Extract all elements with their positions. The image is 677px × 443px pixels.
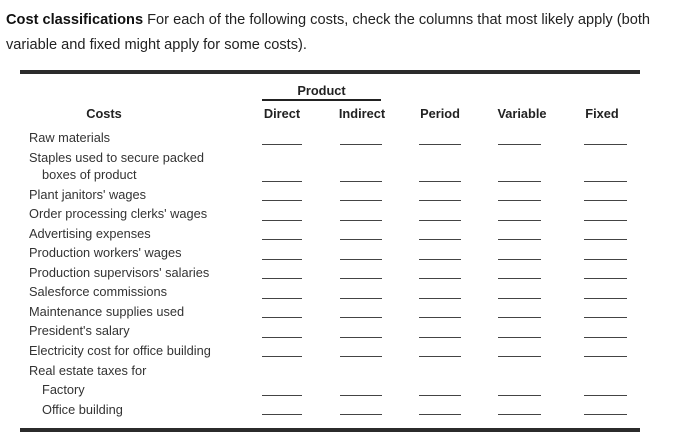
answer-blank-direct[interactable] [262, 317, 302, 318]
variable-column-header: Variable [497, 106, 547, 121]
row-production-supervisors: Production supervisors' salaries [29, 265, 210, 280]
answer-blank-indirect[interactable] [340, 259, 382, 260]
answer-blank-indirect[interactable] [340, 356, 382, 357]
direct-column-header: Direct [263, 106, 301, 121]
answer-blank-direct[interactable] [262, 356, 302, 357]
answer-blank-fixed[interactable] [584, 337, 627, 338]
answer-blank-indirect[interactable] [340, 298, 382, 299]
table-top-rule [20, 70, 640, 74]
answer-blank-indirect[interactable] [340, 200, 382, 201]
answer-blank-fixed[interactable] [584, 181, 627, 182]
answer-blank-fixed[interactable] [584, 317, 627, 318]
answer-blank-fixed[interactable] [584, 278, 627, 279]
answer-blank-indirect[interactable] [340, 317, 382, 318]
answer-blank-indirect[interactable] [340, 337, 382, 338]
instructions-paragraph [6, 8, 671, 58]
table-bottom-rule [20, 428, 640, 432]
answer-blank-period[interactable] [419, 317, 461, 318]
row-staples-line2: boxes of product [42, 167, 137, 182]
answer-blank-fixed[interactable] [584, 298, 627, 299]
answer-blank-period[interactable] [419, 259, 461, 260]
answer-blank-variable[interactable] [498, 298, 541, 299]
answer-blank-variable[interactable] [498, 337, 541, 338]
answer-blank-variable[interactable] [498, 181, 541, 182]
answer-blank-period[interactable] [419, 220, 461, 221]
answer-blank-direct[interactable] [262, 414, 302, 415]
answer-blank-variable[interactable] [498, 239, 541, 240]
row-staples-line1: Staples used to secure packed [29, 150, 205, 165]
answer-blank-direct[interactable] [262, 200, 302, 201]
answer-blank-indirect[interactable] [340, 239, 382, 240]
answer-blank-variable[interactable] [498, 144, 541, 145]
answer-blank-fixed[interactable] [584, 220, 627, 221]
answer-blank-fixed[interactable] [584, 395, 627, 396]
answer-blank-indirect[interactable] [340, 181, 382, 182]
answer-blank-variable[interactable] [498, 200, 541, 201]
answer-blank-fixed[interactable] [584, 414, 627, 415]
product-group-header: Product [297, 83, 346, 98]
answer-blank-indirect[interactable] [340, 144, 382, 145]
answer-blank-direct[interactable] [262, 259, 302, 260]
row-presidents-salary: President's salary [29, 323, 130, 338]
answer-blank-period[interactable] [419, 395, 461, 396]
answer-blank-variable[interactable] [498, 356, 541, 357]
answer-blank-fixed[interactable] [584, 144, 627, 145]
row-electricity-office: Electricity cost for office building [29, 343, 211, 358]
row-raw-materials: Raw materials [29, 130, 111, 145]
answer-blank-indirect[interactable] [340, 414, 382, 415]
row-plant-janitors: Plant janitors' wages [29, 187, 146, 202]
period-column-header: Period [420, 106, 460, 121]
row-factory: Factory [42, 382, 85, 397]
row-advertising: Advertising expenses [29, 226, 151, 241]
answer-blank-period[interactable] [419, 200, 461, 201]
answer-blank-fixed[interactable] [584, 259, 627, 260]
answer-blank-variable[interactable] [498, 259, 541, 260]
answer-blank-period[interactable] [419, 298, 461, 299]
costs-column-header: Costs [86, 106, 122, 121]
answer-blank-period[interactable] [419, 337, 461, 338]
row-maintenance-supplies: Maintenance supplies used [29, 304, 185, 319]
answer-blank-fixed[interactable] [584, 356, 627, 357]
row-order-processing: Order processing clerks' wages [29, 206, 208, 221]
answer-blank-direct[interactable] [262, 239, 302, 240]
answer-blank-period[interactable] [419, 144, 461, 145]
section-title: Cost classifications [6, 12, 144, 28]
answer-blank-direct[interactable] [262, 220, 302, 221]
answer-blank-direct[interactable] [262, 144, 302, 145]
row-office-building: Office building [42, 402, 123, 417]
answer-blank-direct[interactable] [262, 278, 302, 279]
row-production-workers: Production workers' wages [29, 245, 182, 260]
answer-blank-variable[interactable] [498, 317, 541, 318]
indirect-column-header: Indirect [338, 106, 386, 121]
answer-blank-period[interactable] [419, 181, 461, 182]
product-header-underline [262, 99, 381, 101]
answer-blank-indirect[interactable] [340, 395, 382, 396]
answer-blank-variable[interactable] [498, 414, 541, 415]
answer-blank-period[interactable] [419, 356, 461, 357]
answer-blank-direct[interactable] [262, 395, 302, 396]
row-real-estate-taxes: Real estate taxes for [29, 363, 147, 378]
answer-blank-period[interactable] [419, 239, 461, 240]
answer-blank-period[interactable] [419, 278, 461, 279]
answer-blank-fixed[interactable] [584, 200, 627, 201]
answer-blank-indirect[interactable] [340, 220, 382, 221]
answer-blank-variable[interactable] [498, 278, 541, 279]
answer-blank-direct[interactable] [262, 181, 302, 182]
answer-blank-direct[interactable] [262, 298, 302, 299]
row-salesforce-commissions: Salesforce commissions [29, 284, 167, 299]
answer-blank-indirect[interactable] [340, 278, 382, 279]
answer-blank-variable[interactable] [498, 220, 541, 221]
instructions-text: For each of the following costs, check the columns that most likely apply (both variable and fixed might apply for some costs). [6, 12, 651, 53]
answer-blank-period[interactable] [419, 414, 461, 415]
answer-blank-variable[interactable] [498, 395, 541, 396]
fixed-column-header: Fixed [585, 106, 619, 121]
answer-blank-direct[interactable] [262, 337, 302, 338]
answer-blank-fixed[interactable] [584, 239, 627, 240]
